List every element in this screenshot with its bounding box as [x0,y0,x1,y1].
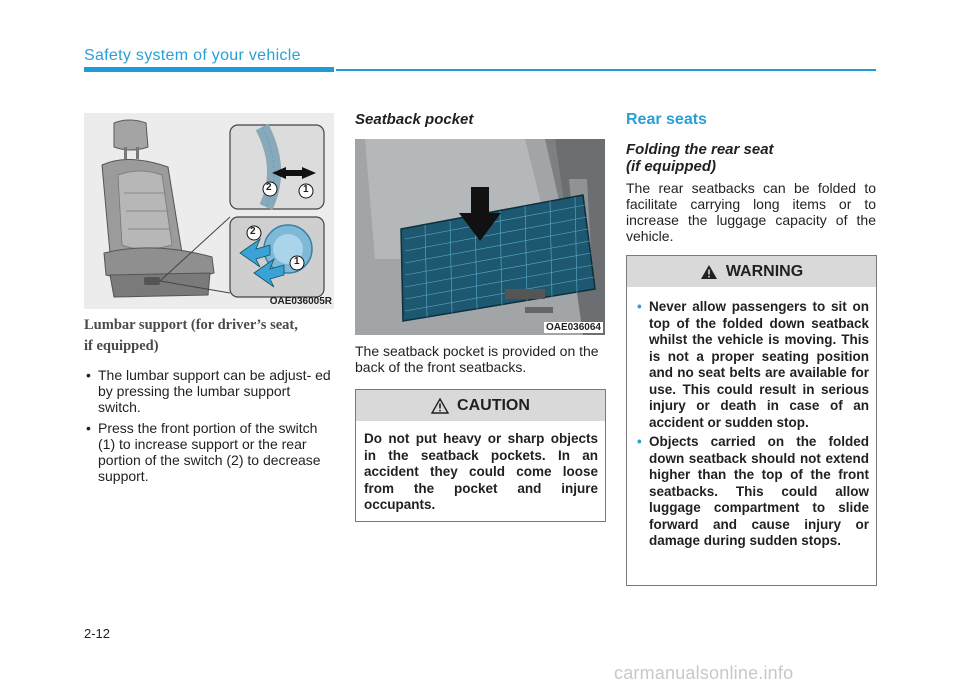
caution-title: CAUTION [457,396,530,414]
watermark: carmanualsonline.info [614,663,794,683]
warning-list [627,287,876,550]
lumbar-heading [84,315,344,357]
list-item: • Objects carried on the folded down seatback should not extend higher than the top of the front seatbacks. This could allow luggage compartment to slide forward and cause injury or damage during sudden stops. [637,434,869,550]
warning-header [627,256,876,287]
caution-header [356,390,605,421]
folding-heading-line1: Folding the rear seat [626,141,774,158]
section-title: Safety system of your vehicle [84,47,301,64]
lumbar-heading-line1: Lumbar support (for driver’s seat, [84,317,298,333]
caution-box [355,389,606,522]
rear-seats-text: The rear seatbacks can be folded to facilitate carrying long items or to increase the luggage capacity of the vehicle. [626,180,876,244]
warning-triangle-icon [700,264,718,280]
seat-illustration [84,113,334,309]
header-rule-thin [336,69,876,71]
figure-code: OAE036064 [545,322,601,333]
lumbar-support-figure [84,113,334,309]
callout-2-lower: 2 [250,226,256,237]
callout-1-upper: 1 [303,184,309,195]
warning-box [626,255,877,586]
seatback-pocket-text: The seatback pocket is provided on the back of the front seatbacks. [355,343,599,375]
list-item: • The lumbar support can be adjust- ed by pressing the lumbar support switch. [84,367,334,415]
rear-seats-heading: Rear seats [626,111,707,128]
lumbar-heading-line2: if equipped) [84,338,159,354]
page-number: 2-12 [84,626,111,641]
folding-heading-line2: (if equipped) [626,158,716,175]
callout-1-lower: 1 [294,256,300,267]
caution-triangle-icon [431,398,449,414]
warning-title: WARNING [725,262,804,280]
seatback-pocket-heading: Seatback pocket [355,111,474,128]
figure-code: OAE036005R [269,296,332,307]
lumbar-bullet-list [84,367,334,489]
callout-2-upper: 2 [266,182,272,193]
header-rule-thick [84,67,334,72]
folding-heading [626,141,774,175]
list-item: • Press the front portion of the switch (1) to increase support or the rear portion of the switch (2) to decrease support. [84,420,334,484]
list-item: • Never allow passengers to sit on top of the folded down seatback whilst the vehicle is moving. This is not a proper seating position and no seat belts are available for use. This could result in serious injury or death in case of an accident or sudden stop. [637,299,869,431]
pocket-illustration [355,139,605,335]
caution-text: Do not put heavy or sharp objects in the seatback pockets. In an accident they could come loose from the pocket and injure occupants. [364,431,598,512]
seatback-pocket-figure [355,139,605,335]
